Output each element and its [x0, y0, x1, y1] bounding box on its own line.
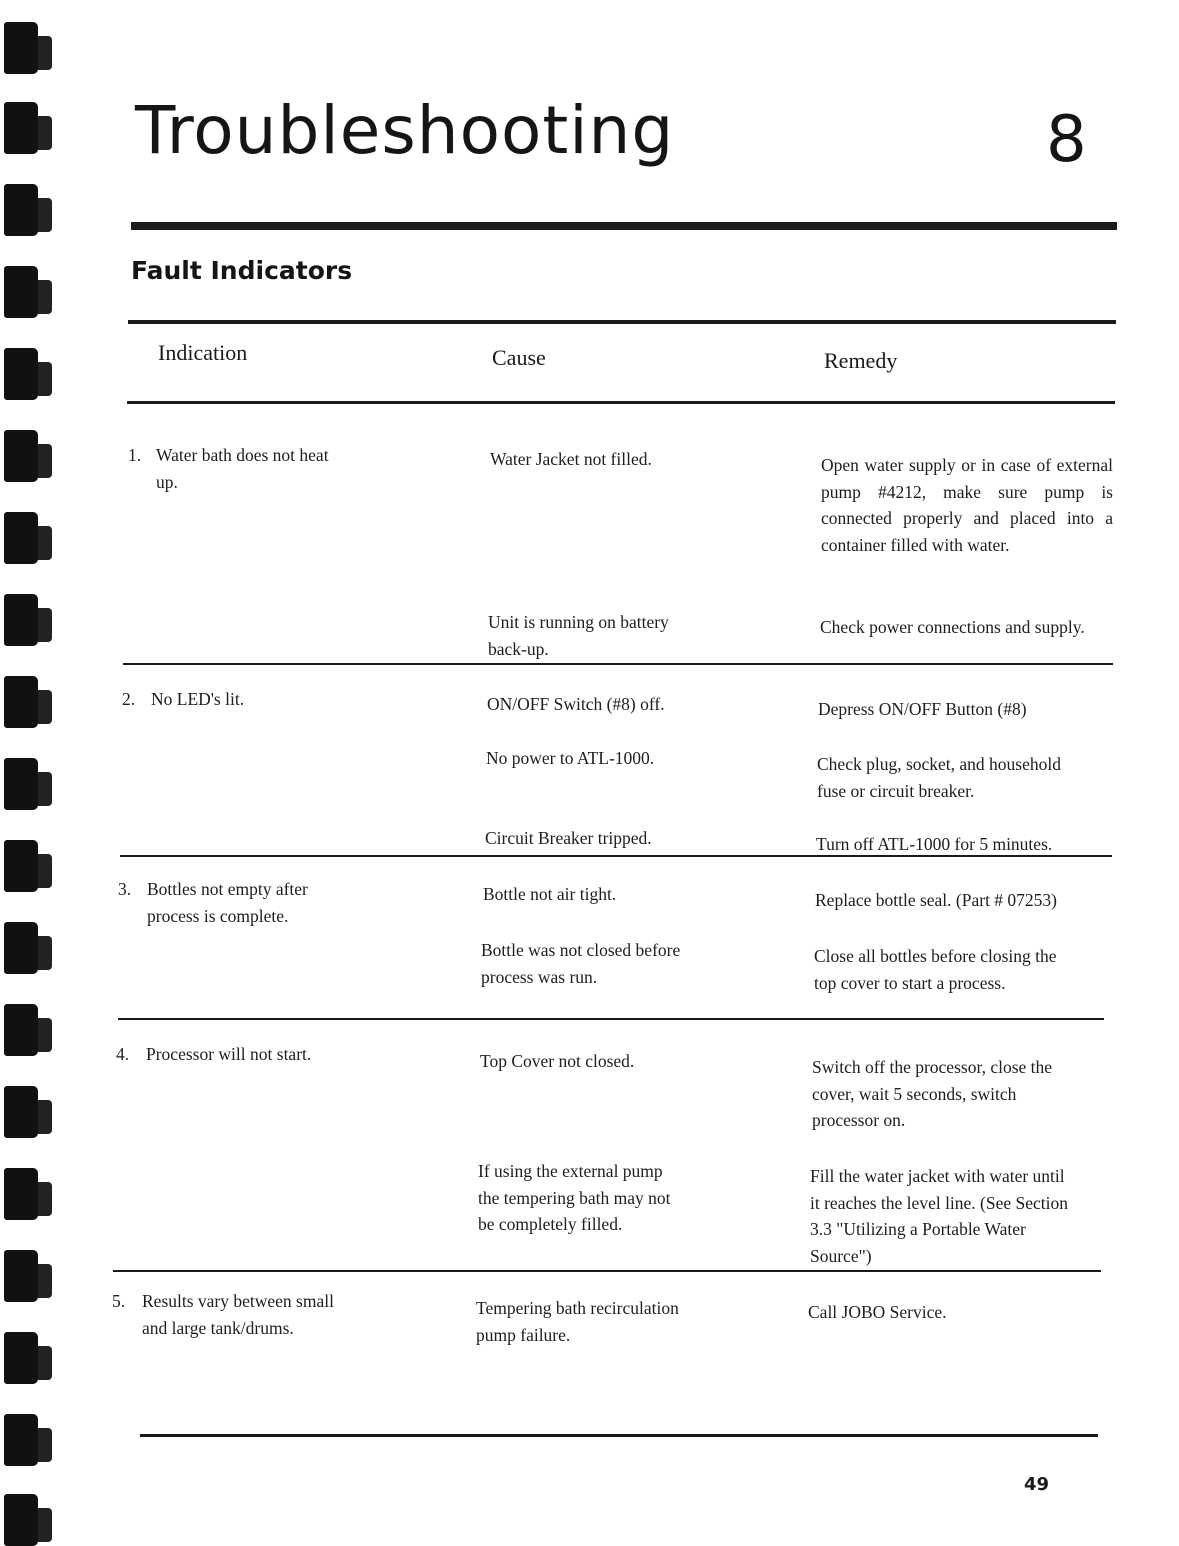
row-divider — [120, 855, 1112, 857]
cause-cell: Unit is running on battery back-up. — [488, 612, 669, 659]
binding-hole — [4, 758, 38, 810]
page-title: Troubleshooting — [135, 92, 675, 169]
row-number: 1. — [128, 445, 142, 465]
spiral-binding — [0, 0, 62, 1539]
cause-cell: Top Cover not closed. — [480, 1051, 635, 1071]
binding-hole — [4, 1250, 38, 1302]
binding-hole — [4, 922, 38, 974]
remedy-cell: Fill the water jacket with water until it reaches the level line. (See Section 3.3 "Utilizing a Portable Water Source") — [810, 1166, 1069, 1266]
column-header-cause: Cause — [492, 345, 546, 370]
row-divider — [113, 1270, 1101, 1272]
remedy-cell: Check plug, socket, and household fuse or circuit breaker. — [817, 754, 1061, 801]
chapter-number: 8 — [1046, 103, 1087, 177]
binding-hole — [4, 1494, 38, 1546]
binding-hole — [4, 1004, 38, 1056]
cause-cell: No power to ATL-1000. — [486, 748, 655, 768]
binding-hole — [4, 1332, 38, 1384]
binding-hole — [4, 184, 38, 236]
remedy-cell: Switch off the processor, close the cover, wait 5 seconds, switch processor on. — [812, 1057, 1053, 1130]
binding-hole — [4, 512, 38, 564]
row-divider — [123, 663, 1113, 665]
remedy-cell: Close all bottles before closing the top cover to start a process. — [814, 946, 1057, 993]
cause-cell: ON/OFF Switch (#8) off. — [487, 694, 665, 714]
binding-hole — [4, 266, 38, 318]
column-header-indication: Indication — [158, 340, 248, 365]
cause-cell: Bottle not air tight. — [483, 884, 617, 904]
binding-hole — [4, 676, 38, 728]
row-number: 2. — [122, 689, 136, 709]
cause-cell: Bottle was not closed before process was run. — [481, 940, 681, 987]
row-number: 3. — [118, 879, 132, 899]
indication-cell: Processor will not start. — [146, 1044, 312, 1064]
remedy-cell: Turn off ATL-1000 for 5 minutes. — [816, 834, 1053, 854]
binding-hole — [4, 594, 38, 646]
column-header-remedy: Remedy — [824, 348, 898, 373]
indication-cell: Bottles not empty after process is complete. — [147, 879, 308, 926]
cause-cell: Circuit Breaker tripped. — [485, 828, 652, 848]
row-number: 4. — [116, 1044, 130, 1064]
binding-hole — [4, 430, 38, 482]
row-divider — [118, 1018, 1104, 1020]
cause-cell: Water Jacket not filled. — [490, 449, 652, 469]
binding-hole — [4, 1168, 38, 1220]
binding-hole — [4, 22, 38, 74]
binding-hole — [4, 102, 38, 154]
indication-cell: No LED's lit. — [151, 689, 245, 709]
cause-cell: If using the external pump the tempering bath may not be completely filled. — [478, 1161, 671, 1234]
remedy-cell: Depress ON/OFF Button (#8) — [818, 699, 1027, 719]
remedy-cell: Replace bottle seal. (Part # 07253) — [815, 890, 1058, 910]
header-bottom-rule — [127, 401, 1115, 404]
binding-hole — [4, 348, 38, 400]
binding-hole — [4, 1086, 38, 1138]
page-number: 49 — [1024, 1474, 1050, 1495]
row-number: 5. — [112, 1291, 126, 1311]
binding-hole — [4, 840, 38, 892]
indication-cell: Results vary between small and large tank/drums. — [142, 1291, 334, 1338]
indication-cell: Water bath does not heat up. — [156, 445, 329, 492]
cause-cell: Tempering bath recirculation pump failure. — [476, 1298, 679, 1345]
remedy-cell: Check power connections and supply. — [820, 617, 1085, 637]
remedy-cell: Open water supply or in case of external pump #4212, make sure pump is connected properly and placed into a container filled with water. — [821, 455, 1113, 555]
remedy-cell: Call JOBO Service. — [808, 1302, 947, 1322]
binding-hole — [4, 1414, 38, 1466]
table-top-rule — [128, 320, 1116, 324]
footer-rule — [140, 1434, 1098, 1437]
title-rule — [131, 222, 1117, 230]
section-title: Fault Indicators — [131, 256, 353, 285]
